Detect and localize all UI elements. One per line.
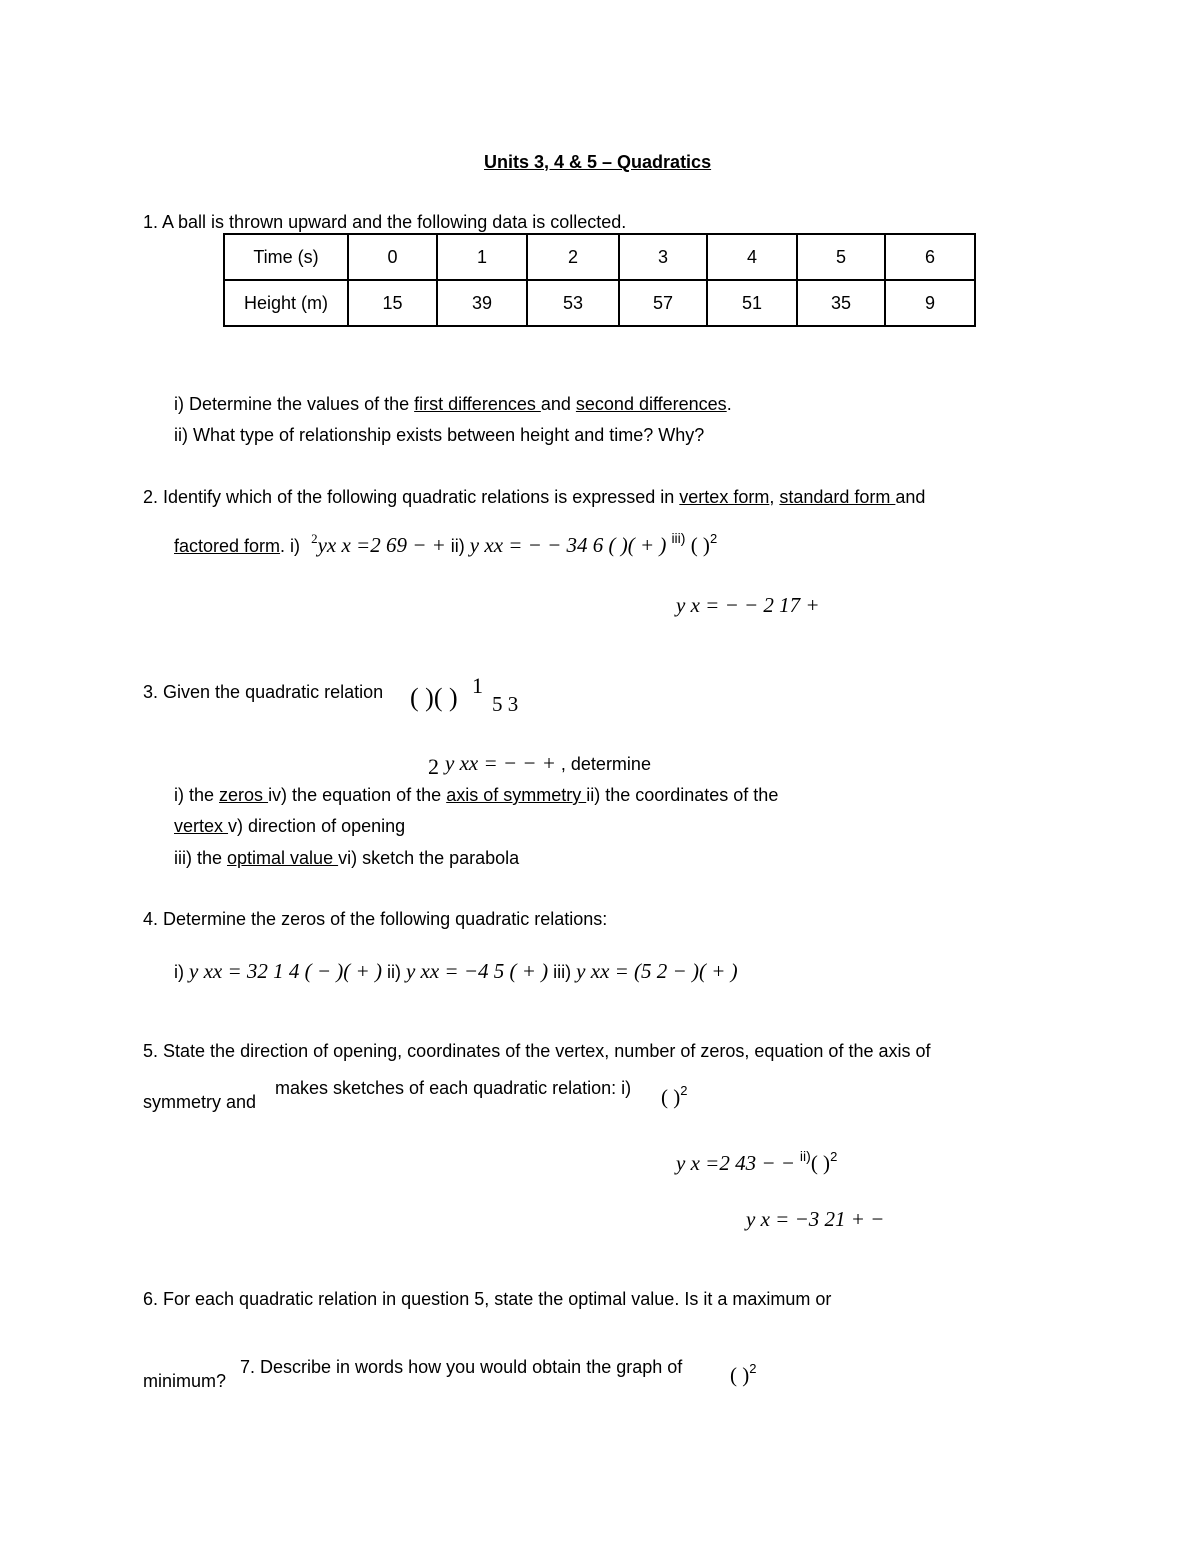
equation-text: y x =2 43 − −: [676, 1151, 795, 1175]
question-4-equations: [174, 960, 738, 983]
equation-5i: [676, 1148, 838, 1177]
question-3-number: 3: [143, 682, 154, 702]
label: ii): [381, 962, 406, 982]
page-title: Units 3, 4 & 5 – Quadratics: [484, 152, 712, 172]
fraction-numerator: 1: [472, 673, 483, 698]
text: . State the direction of opening, coordinates of the vertex, number of zeros, equation of the axis of: [153, 1041, 931, 1061]
table-cell: 39: [437, 280, 527, 326]
text: . Given the quadratic relation: [153, 682, 384, 702]
text: vi) sketch the parabola: [338, 848, 520, 868]
label-iii: iii): [671, 530, 686, 546]
table-cell: 51: [707, 280, 797, 326]
question-3-parts-line-2: [174, 815, 405, 837]
question-1: [143, 211, 626, 233]
paren: ( ): [661, 1085, 681, 1109]
table-cell: 57: [619, 280, 707, 326]
table-cell: Height (m): [224, 280, 348, 326]
equation-3: y xx = − − +: [445, 751, 556, 775]
question-6-minimum: minimum?: [143, 1371, 227, 1391]
data-table: [223, 233, 976, 327]
fraction-denominator: 2: [428, 754, 439, 779]
question-6-number: 6: [143, 1289, 154, 1309]
superscript: 2: [749, 1361, 757, 1376]
text: i) the: [174, 785, 220, 805]
second-differences-term: second differences: [575, 394, 727, 414]
equation-2i: [311, 533, 446, 557]
question-5-line-1: [143, 1040, 931, 1062]
text: , determine: [555, 754, 651, 774]
text: iv) the equation of the: [268, 785, 447, 805]
question-4-number: 4: [143, 909, 154, 929]
table-cell: 53: [527, 280, 619, 326]
table-row-height: [224, 280, 975, 326]
text: ,: [769, 487, 780, 507]
text: i) Determine the values of the: [174, 394, 415, 414]
text: iii) the: [174, 848, 228, 868]
question-5-paren-i: [661, 1083, 688, 1111]
question-6: [143, 1288, 831, 1310]
paren: ( ): [685, 533, 710, 557]
superscript: 2: [680, 1083, 688, 1098]
label: i): [174, 962, 189, 982]
table-cell: 15: [348, 280, 437, 326]
question-1-part-ii: ii) What type of relationship exists between height and time? Why?: [174, 425, 705, 445]
equation-2iii: y x = − − 2 17 +: [676, 593, 820, 617]
question-7-number: 7: [240, 1357, 251, 1377]
question-5-makes: makes sketches of each quadratic relation: i): [275, 1078, 632, 1098]
question-3-line-1: [143, 681, 383, 703]
text: and: [540, 394, 576, 414]
text: . Identify which of the following quadratic relations is expressed in: [153, 487, 680, 507]
question-7: [240, 1356, 682, 1378]
equation-4iii: y xx = (5 2 − )( + ): [576, 959, 738, 983]
paren-group: ( )( ): [410, 683, 458, 712]
label: ii): [445, 536, 470, 556]
optimal-value-term: optimal value: [227, 848, 339, 868]
question-5-symmetry: symmetry and: [143, 1092, 257, 1112]
text: . i): [280, 536, 301, 556]
vertex-term: vertex: [174, 816, 229, 836]
first-differences-term: first differences: [414, 394, 541, 414]
superscript: 2: [709, 531, 718, 546]
equation-4ii: y xx = −4 5 ( + ): [405, 959, 549, 983]
table-cell: 4: [707, 234, 797, 280]
table-cell: 9: [885, 280, 975, 326]
paren: ( ): [730, 1363, 750, 1387]
question-3-parts-line-1: [174, 784, 778, 806]
standard-form-term: standard form: [779, 487, 896, 507]
table-cell: 35: [797, 280, 885, 326]
table-cell: 1: [437, 234, 527, 280]
question-1-part-i: [174, 393, 732, 415]
equation-2ii: y xx = − − 34 6 ( )( + ): [469, 533, 667, 557]
text: . For each quadratic relation in question 5, state the optimal value. Is it a maximum or: [153, 1289, 832, 1309]
question-1-text: . A ball is thrown upward and the following data is collected.: [153, 212, 627, 232]
text: v) direction of opening: [228, 816, 406, 836]
question-1-number: 1: [143, 212, 154, 232]
table-cell: 5: [797, 234, 885, 280]
equation-text: yx x =2 69 − +: [317, 533, 446, 557]
equation-4i: y xx = 32 1 4 ( − )( + ): [189, 959, 382, 983]
zeros-term: zeros: [219, 785, 269, 805]
text: .: [726, 394, 732, 414]
table-row-time: [224, 234, 975, 280]
question-4: [143, 908, 607, 930]
text: and: [895, 487, 926, 507]
superscript: 2: [830, 1149, 838, 1164]
question-3-parts-line-3: [174, 847, 519, 869]
factored-form-term: factored form: [174, 536, 281, 556]
question-3-equation-line: [428, 751, 651, 779]
table-cell: 3: [619, 234, 707, 280]
question-2-number: 2: [143, 487, 154, 507]
label-ii: ii): [799, 1148, 811, 1164]
question-7-paren: [730, 1361, 757, 1389]
question-2-line-2: [174, 530, 718, 559]
question-2-line-1: [143, 486, 925, 508]
label: iii): [548, 962, 577, 982]
table-cell: Time (s): [224, 234, 348, 280]
equation-5ii: y x = −3 21 + −: [746, 1207, 885, 1231]
text: ii) the coordinates of the: [586, 785, 779, 805]
text: . Determine the zeros of the following quadratic relations:: [153, 909, 608, 929]
table-cell: 2: [527, 234, 619, 280]
superscript: 2: [311, 531, 318, 546]
vertex-form-term: vertex form: [679, 487, 770, 507]
axis-of-symmetry-term: axis of symmetry: [446, 785, 587, 805]
text: . Describe in words how you would obtain the graph of: [250, 1357, 683, 1377]
factor-values: 5 3: [492, 692, 519, 716]
question-5-number: 5: [143, 1041, 154, 1061]
table-cell: 6: [885, 234, 975, 280]
paren: ( ): [810, 1151, 831, 1175]
table-cell: 0: [348, 234, 437, 280]
